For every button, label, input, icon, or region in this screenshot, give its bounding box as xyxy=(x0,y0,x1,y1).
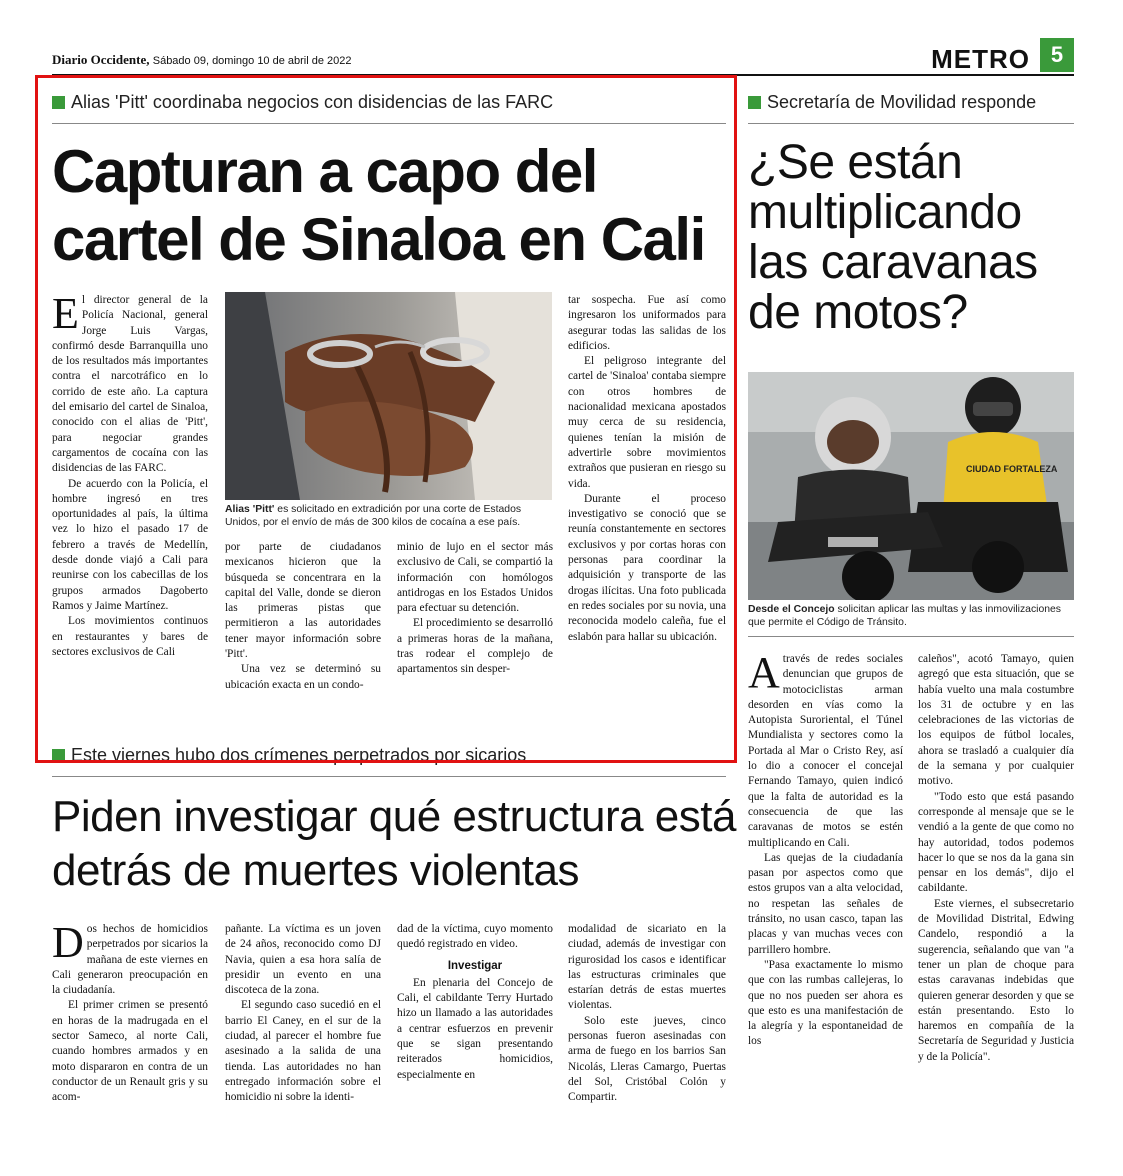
story1-column-2 xyxy=(225,540,381,723)
paragraph: caleños", acotó Tamayo, quien agregó que esta situación, que se había vuelto una mala costumbre los 31 de octubre y en las celebraciones de las victorias de los equipos de fútbol locales, ahora se trasladó a cualquier día de la semana y por cualquier motivo. xyxy=(918,653,1074,788)
paragraph: De acuerdo con la Policía, el hombre ingresó en tres oportunidades al país, la última vez lo hizo el pasado 17 de febrero a través de Medellín, desde donde viajó a Cali para reunirse con los cabecillas de los grupos armados Dagoberto Ramos y Jaime Martínez. xyxy=(52,477,208,612)
paragraph: l director general de la Policía Nacional, general Jorge Luis Vargas, confirmó desde Barranquilla uno de los resultados más importantes contra el narcotráfico en lo corrido de este año. La captura del emisario del cartel de Sinaloa, conocido con el alias de 'Pitt', para negociar grandes cargamentos de cocaína con las disidencias de las FARC. xyxy=(52,294,208,475)
paragraph: pañante. La víctima es un joven de 24 años, reconocido como DJ Navia, quien a esa hora salía de presidir un evento en una discoteca de la zona. xyxy=(225,923,381,997)
paragraph: El segundo caso sucedió en el barrio El Caney, en el sur de la ciudad, al parecer el hombre fue asesinado a la salida de una tienda. Las autoridades no han entregado información sobre el homicidio ni sobre la identi- xyxy=(225,999,381,1104)
story1-column-1 xyxy=(52,293,208,723)
bullet-square-icon xyxy=(52,96,65,109)
story2-headline: ¿Se están multiplicando las caravanas de motos? xyxy=(748,136,1038,339)
story1-photo-caption xyxy=(225,503,552,529)
story1-headline: Capturan a capo del cartel de Sinaloa en Cali xyxy=(52,138,705,273)
drop-cap: D xyxy=(52,922,84,967)
paragraph: modalidad de sicariato en la ciudad, además de investigar con rigurosidad los casos e identificar las estructuras criminales que estarían detrás de estas muertes violentas. xyxy=(568,923,726,1012)
paragraph: través de redes sociales denuncian que grupos de motociclistas arman desorden en vías como la Autopista Suroriental, el Túnel Mundialista y sectores como la Portada al Mar o Cristo Rey, así lo dio a conocer el concejal Fernando Tamayo, quien indicó que la falta de autoridad es la consecuencia de que las caravanas de motos se estén multiplicando en Cali. xyxy=(748,653,903,849)
paragraph: Durante el proceso investigativo se conoció que se reunía constantemente en sectores exclusivos y por cortas horas con personas para coordinar la adquisición y transporte de las drogas ilícitas. Una foto publicada en redes sociales por su novia, una reconocida modelo caleña, fue el eslabón para hallar su ubicación. xyxy=(568,492,726,643)
story2-kicker xyxy=(748,92,1036,113)
paragraph: Las quejas de la ciudadanía pasan por aspectos como que estos grupos van a alta velocidad, no respetan las señales de tránsito, no usan casco, tapan las placas y van muchas veces con parrillero hombre. xyxy=(748,851,903,956)
paragraph: Los movimientos continuos en restaurantes y bares de sectores exclusivos de Cali xyxy=(52,615,208,658)
story1-kicker-rule xyxy=(52,123,726,124)
handcuffed-hands-image xyxy=(225,292,552,500)
story3-kicker xyxy=(52,745,526,766)
story3-kicker-rule xyxy=(52,776,726,777)
caption-text: solicitan aplicar las multas y las inmovilizaciones que permite el Código de Tránsito. xyxy=(748,604,1062,628)
story2-kicker-rule xyxy=(748,123,1074,124)
handcuffs-photo xyxy=(225,292,552,500)
story3-column-2 xyxy=(225,922,381,1132)
masthead-rule xyxy=(52,74,1074,76)
masthead xyxy=(52,42,1074,76)
page-number: 5 xyxy=(1040,38,1074,72)
paragraph: El primer crimen se presentó en horas de la madrugada en el sector Sameco, al norte Cali, cuando hombres armados y en moto dispararon en contra de un conductor de un Renault gris y su acom- xyxy=(52,999,208,1104)
paragraph: El peligroso integrante del cartel de 'Sinaloa' contaba siempre con otros hombres de nacionalidad mexicana apostados muy cerca de su residencia, quienes tenían la misión de advertirle sobre movimientos extraños que pusieran en riesgo su vida. xyxy=(568,355,726,490)
paper-title: Diario Occidente xyxy=(52,52,147,67)
caption-lead: Alias 'Pitt' xyxy=(225,504,275,515)
story3-kicker-text: Este viernes hubo dos crímenes perpetrados por sicarios xyxy=(71,745,527,765)
motorcycles-photo xyxy=(748,372,1074,600)
story2-kicker-text: Secretaría de Movilidad responde xyxy=(767,92,1037,112)
story2-photo-caption xyxy=(748,603,1074,629)
story1-column-4 xyxy=(568,293,726,723)
paragraph: El procedimiento se desarrolló a primeras horas de la mañana, tras rodear el complejo de apartamentos sin desper- xyxy=(397,617,553,676)
drop-cap: A xyxy=(748,652,780,697)
paragraph: tar sospecha. Fue así como ingresaron los uniformados para asegurar todas las salidas de los edificios. xyxy=(568,294,726,352)
paragraph: os hechos de homicidios perpetrados por sicarios la mañana de este viernes en Cali generaron preocupación en la ciudadanía. xyxy=(52,923,208,997)
story2-caption-rule xyxy=(748,636,1074,637)
story3-column-4 xyxy=(568,922,726,1132)
story1-kicker-text: Alias 'Pitt' coordinaba negocios con disidencias de las FARC xyxy=(71,92,554,112)
paragraph: "Todo esto que está pasando corresponde al mensaje que se le vendió a la gente de que como no hay autoridad, todos podemos hacer lo que se nos da la gana sin pensar en los demás", dijo el cabildante. xyxy=(918,790,1074,895)
caption-text: es solicitado en extradición por una corte de Estados Unidos, por el envío de más de 300 kilos de cocaína a ese país. xyxy=(225,504,522,528)
story1-column-3 xyxy=(397,540,553,723)
bullet-square-icon xyxy=(748,96,761,109)
paragraph: En plenaria del Concejo de Cali, el cabildante Terry Hurtado hizo un llamado a las autoridades a centrar esfuerzos en prevenir que se sigan presentando reiterados homicidios, especialmente en xyxy=(397,976,553,1081)
story1-kicker xyxy=(52,92,553,113)
paper-name: Diario Occidente, Sábado 09, domingo 10 de abril de 2022 xyxy=(52,52,352,67)
paragraph: minio de lujo en el sector más exclusivo de Cali, se compartió la información con homólogos antidrogas en los Estados Unidos para efectuar su detención. xyxy=(397,541,553,615)
subhead: Investigar xyxy=(447,959,503,972)
paragraph: dad de la víctima, cuyo momento quedó registrado en video. xyxy=(397,923,553,951)
story3-column-1 xyxy=(52,922,208,1132)
bullet-square-icon xyxy=(52,749,65,762)
paragraph: "Pasa exactamente lo mismo que con las rumbas callejeras, lo que no nos pueden ser ahora es que esto es una manifestación de la alegría y la espontaneidad de los xyxy=(748,958,903,1048)
caption-lead: Desde el Concejo xyxy=(748,604,835,615)
story3-headline: Piden investigar qué estructura está detrás de muertes violentas xyxy=(52,792,736,895)
section-name: METRO xyxy=(931,44,1030,74)
story3-column-3 xyxy=(397,922,553,1132)
story2-column-2 xyxy=(918,652,1074,1132)
paragraph: Este viernes, el subsecretario de Movilidad Distrital, Edwing Candelo, respondió a la sugerencia, señalando que van "a tener un plan de choque para estas caravanas indebidas que quieren generar desorden y que se están presentando. Esto lo haremos en compañía de la Secretaría de Seguridad y Justicia y de la Policía". xyxy=(918,897,1074,1063)
issue-date: Sábado 09, domingo 10 de abril de 2022 xyxy=(152,55,352,67)
story2-column-1 xyxy=(748,652,903,1132)
paragraph: Solo este jueves, cinco personas fueron asesinadas con arma de fuego en los barrios San Nicolás, Lleras Camargo, Puertas del Sol, Cristóbal Colón y Compartir. xyxy=(568,1014,726,1104)
drop-cap: E xyxy=(52,293,79,338)
paragraph: por parte de ciudadanos mexicanos hicieron que la búsqueda se concentrara en la capital del Valle, donde se dieron las primeras pistas que permitieron a las autoridades tener mayor información sobre 'Pitt'. xyxy=(225,541,381,661)
paragraph: Una vez se determinó su ubicación exacta en un condo- xyxy=(225,663,381,691)
motorcyclists-image xyxy=(748,372,1074,600)
shirt-lettering: CIUDAD FORTALEZA xyxy=(966,464,1058,474)
